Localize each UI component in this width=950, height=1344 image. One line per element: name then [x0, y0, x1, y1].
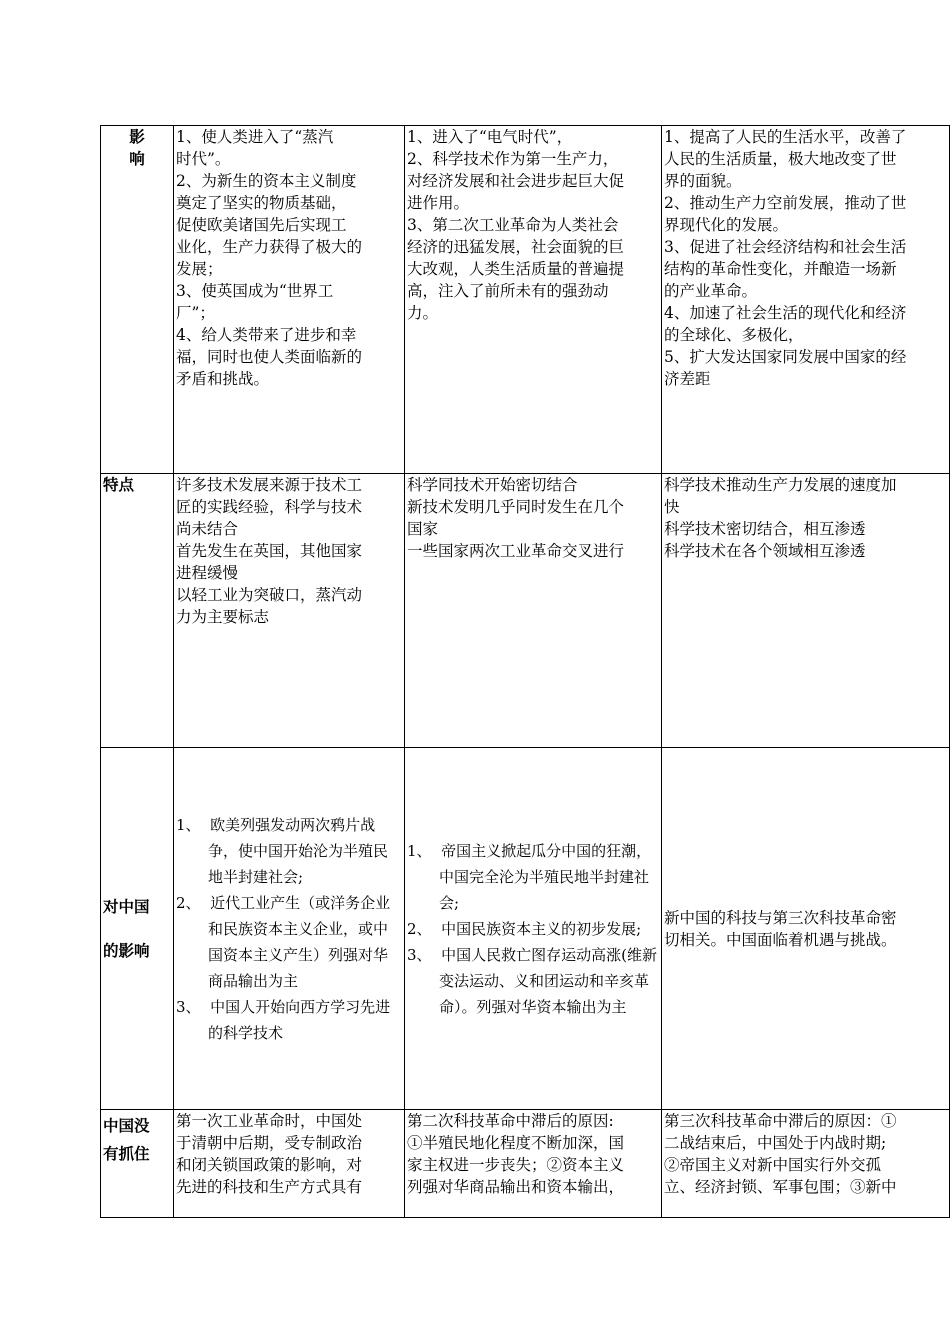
missed-third-revolution: 第三次科技革命中滞后的原因：① 二战结束后，中国处于内战时期; ②帝国主义对新中国实行外交孤 立、经济封锁、军事包围；③新中: [662, 1110, 950, 1218]
list-item: 2、 近代工业产生（或洋务企业和民族资本主义企业，或中国资本主义产生）列强对华商品输出为主: [176, 893, 391, 990]
row-missed: [101, 1110, 950, 1218]
features-first-revolution: 许多技术发展来源于技术工 匠的实践经验，科学与技术 尚未结合 首先发生在英国，其他国家 进程缓慢 以轻工业为突破口，蒸汽动 力为主要标志: [174, 474, 405, 748]
missed-second-revolution: 第二次科技革命中滞后的原因: ①半殖民地化程度不断加深，国 家主权进一步丧失；②资本主义 列强对华商品输出和资本输出，: [405, 1110, 662, 1218]
list-item: 1、 欧美列强发动两次鸦片战争，使中国开始沦为半殖民地半封建社会;: [176, 815, 389, 886]
comparison-table: [100, 125, 950, 1218]
row-impact: [101, 126, 950, 474]
row-china-impact: [101, 748, 950, 1110]
china-impact-third-revolution: 新中国的科技与第三次科技革命密 切相关。中国面临着机遇与挑战。: [662, 748, 950, 1110]
missed-first-revolution: 第一次工业革命时，中国处 于清朝中后期，受专制政治 和闭关锁国政策的影响，对 先进的科技和生产方式具有: [174, 1110, 405, 1218]
list-item: 1、 帝国主义掀起瓜分中国的狂潮，中国完全沦为半殖民地半封建社会;: [407, 841, 652, 912]
row-header-features: 特点: [101, 474, 174, 748]
features-third-revolution: 科学技术推动生产力发展的速度加 快 科学技术密切结合，相互渗透 科学技术在各个领域相互渗透: [662, 474, 950, 748]
row-header-missed: 中国没 有抓住: [101, 1110, 174, 1218]
impact-third-revolution: 1、提高了人民的生活水平，改善了 人民的生活质量，极大地改变了世 界的面貌。 2、推动生产力空前发展，推动了世 界现代化的发展。 3、促进了社会经济结构和社会生活 结构的革命性变化，并酿造一场新 的产业革命。 4、加速了社会生活的现代化和经济 的全球化、多极化， 5、扩大发达国家同发展中国家的经 济差距: [662, 126, 950, 474]
row-features: [101, 474, 950, 748]
china-impact-first-revolution: [174, 748, 405, 1110]
china-impact-second-revolution: [405, 748, 662, 1110]
impact-second-revolution: 1、进入了“电气时代”， 2、科学技术作为第一生产力， 对经济发展和社会进步起巨大促 进作用。 3、第二次工业革命为人类社会 经济的迅猛发展，社会面貌的巨 大改观，人类生活质量的普遍提 高，注入了前所未有的强劲动 力。: [405, 126, 662, 474]
row-header-impact: 影 响: [101, 126, 174, 474]
row-header-china-impact: 对中国 的影响: [101, 748, 174, 1110]
features-second-revolution: 科学同技术开始密切结合 新技术发明几乎同时发生在几个 国家 一些国家两次工业革命交叉进行: [405, 474, 662, 748]
list-item: 2、 中国民族资本主义的初步发展;: [407, 919, 642, 938]
impact-first-revolution: 1、使人类进入了“蒸汽 时代”。 2、为新生的资本主义制度 奠定了坚实的物质基础， 促使欧美诸国先后实现工 业化，生产力获得了极大的 发展； 3、使英国成为“世界工 厂”； 4、给人类带来了进步和幸 福，同时也使人类面临新的 矛盾和挑战。: [174, 126, 405, 474]
list-item: 3、 中国人民救亡图存运动高涨(维新变法运动、义和团运动和辛亥革命）。列强对华资本输出为主: [407, 945, 657, 1016]
list-item: 3、 中国人开始向西方学习先进的科学技术: [176, 997, 391, 1042]
